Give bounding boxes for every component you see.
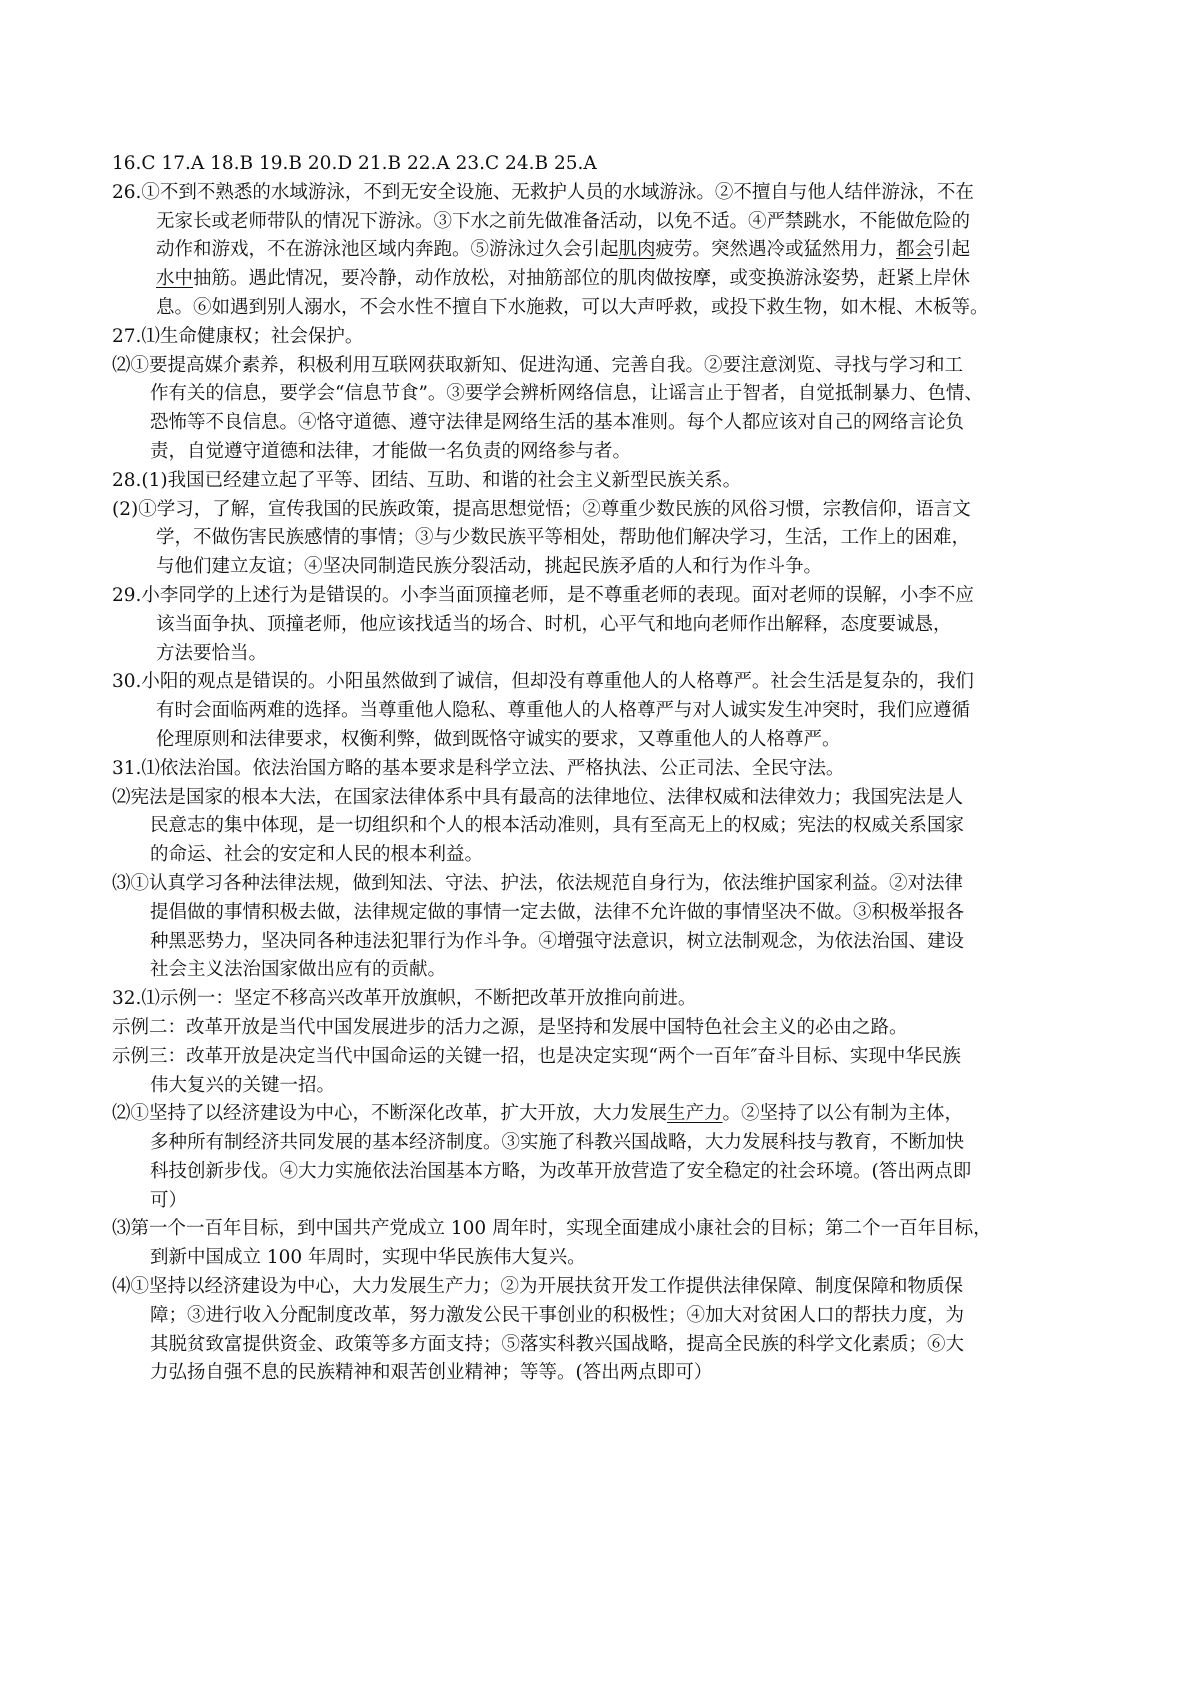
answer-line — [112, 236, 1102, 265]
answer-line: 民意志的集中体现，是一切组织和个人的根本活动准则，具有至高无上的权威；宪法的权威关系国家 — [150, 815, 965, 837]
answer-line: 科技创新步伐。④大力实施依法治国基本方略，为改革开放营造了安全稳定的社会环境。(答出两点即 — [150, 1160, 972, 1182]
answer-line: 有时会面临两难的选择。当尊重他人隐私、尊重他人的人格尊严与对人诚实发生冲突时，我们应遵循 — [156, 700, 971, 722]
answer-line: 其脱贫致富提供资金、政策等多方面支持；⑤落实科教兴国战略，提高全民族的科学文化素质；⑥大 — [150, 1333, 965, 1355]
underlined-text: 生产力 — [667, 1103, 723, 1125]
answer-line: 恐怖等不良信息。④恪守道德、遵守法律是网络生活的基本准则。每个人都应该对自己的网络言论负 — [150, 412, 965, 434]
answer-line: 种黑恶势力，坚决同各种违法犯罪行为作斗争。④增强守法意识，树立法制观念，为依法治国、建设 — [150, 930, 965, 952]
answer-line: 可） — [150, 1189, 188, 1211]
answer-line: (2)①学习，了解，宣传我国的民族政策，提高思想觉悟；②尊重少数民族的风俗习惯，宗教信仰，语言文 — [112, 498, 971, 520]
answer-line: 16.C 17.A 18.B 19.B 20.D 21.B 22.A 23.C 24.B 25.A — [112, 153, 597, 174]
text-run: 引起 — [933, 239, 971, 261]
text-run: 动作和游戏，不在游泳池区域内奔跑。⑤游泳过久会引起 — [156, 239, 619, 261]
answer-key — [112, 150, 1102, 1388]
answer-line: 学，不做伤害民族感情的事情；③与少数民族平等相处，帮助他们解决学习，生活，工作上的困难， — [156, 527, 971, 549]
underlined-text: 肌肉 — [618, 239, 656, 261]
answer-line: 责，自觉遵守道德和法律，才能做一名负责的网络参与者。 — [150, 440, 632, 462]
answer-line — [112, 1100, 1102, 1129]
answer-line: 该当面争执、顶撞老师，他应该找适当的场合、时机，心平气和地向老师作出解释，态度要诚恳， — [156, 613, 952, 635]
answer-line: 28.(1)我国已经建立起了平等、团结、互助、和谐的社会主义新型民族关系。 — [112, 469, 742, 491]
text-run: ⑵①坚持了以经济建设为中心，不断深化改革，扩大开放，大力发展 — [112, 1103, 668, 1125]
answer-line: 无家长或老师带队的情况下游泳。③下水之前先做准备活动，以免不适。④严禁跳水，不能做危险的 — [156, 210, 971, 232]
text-run: 抽筋。遇此情况，要冷静，动作放松，对抽筋部位的肌肉做按摩，或变换游泳姿势，赶紧上岸休 — [193, 268, 971, 290]
answer-line: 作有关的信息，要学会“信息节食”。③要学会辨析网络信息，让谣言止于智者，自觉抵制暴力、色情、 — [150, 383, 983, 405]
answer-line: 提倡做的事情积极去做，法律规定做的事情一定去做，法律不允许做的事情坚决不做。③积极举报各 — [150, 901, 965, 923]
answer-line: ⑵①要提高媒介素养，积极利用互联网获取新知、促进沟通、完善自我。②要注意浏览、寻找与学习和工 — [112, 354, 964, 376]
text-run: 疲劳。突然遇冷或猛然用力， — [655, 239, 897, 261]
answer-line: 与他们建立友谊；④坚决同制造民族分裂活动，挑起民族矛盾的人和行为作斗争。 — [156, 556, 823, 578]
answer-line: 27.⑴生命健康权；社会保护。 — [112, 325, 364, 347]
answer-line: 息。⑥如遇到别人溺水，不会水性不擅自下水施救，可以大声呼救，或投下救生物，如木棍、木板等。 — [156, 296, 989, 318]
answer-line: 26.①不到不熟悉的水域游泳，不到无安全设施、无救护人员的水域游泳。②不擅自与他人结伴游泳，不在 — [112, 181, 974, 203]
answer-line: 到新中国成立 100 年周时，实现中华民族伟大复兴。 — [150, 1247, 586, 1269]
answer-line: 伟大复兴的关键一招。 — [150, 1074, 336, 1096]
answer-line: ⑷①坚持以经济建设为中心，大力发展生产力；②为开展扶贫开发工作提供法律保障、制度保障和物质保 — [112, 1276, 964, 1298]
answer-line: 方法要恰当。 — [156, 642, 268, 664]
answer-line: 示例二：改革开放是当代中国发展进步的活力之源，是坚持和发展中国特色社会主义的必由之路。 — [112, 1016, 908, 1038]
answer-line: 31.⑴依法治国。依法治国方略的基本要求是科学立法、严格执法、公正司法、全民守法。 — [112, 757, 845, 779]
answer-line: 多种所有制经济共同发展的基本经济制度。③实施了科教兴国战略，大力发展科技与教育，不断加快 — [150, 1132, 965, 1154]
answer-line: ⑶第一个一百年目标，到中国共产党成立 100 周年时，实现全面建成小康社会的目标；第二个一百年目标， — [112, 1218, 992, 1240]
answer-line — [112, 265, 1102, 294]
underlined-text: 水中 — [156, 268, 194, 290]
text-run: 。②坚持了以公有制为主体， — [722, 1103, 964, 1125]
answer-line: 32.⑴示例一：坚定不移高兴改革开放旗帜，不断把改革开放推向前进。 — [112, 988, 697, 1010]
answer-line: ⑵宪法是国家的根本大法，在国家法律体系中具有最高的法律地位、法律权威和法律效力；我国宪法是人 — [112, 786, 964, 808]
answer-line: ⑶①认真学习各种法律法规，做到知法、守法、护法，依法规范自身行为，依法维护国家利益。②对法律 — [112, 872, 964, 894]
underlined-text: 都会 — [896, 239, 934, 261]
answer-line: 的命运、社会的安定和人民的根本利益。 — [150, 844, 484, 866]
answer-line: 30.小阳的观点是错误的。小阳虽然做到了诚信，但却没有尊重他人的人格尊严。社会生活是复杂的，我们 — [112, 671, 974, 693]
answer-line: 力弘扬自强不息的民族精神和艰苦创业精神；等等。(答出两点即可） — [150, 1362, 713, 1384]
answer-line: 伦理原则和法律要求，权衡利弊，做到既恪守诚实的要求，又尊重他人的人格尊严。 — [156, 728, 841, 750]
answer-line: 29.小李同学的上述行为是错误的。小李当面顶撞老师，是不尊重老师的表现。面对老师的误解，小李不应 — [112, 584, 974, 606]
answer-line: 社会主义法治国家做出应有的贡献。 — [150, 959, 447, 981]
answer-line: 障；③进行收入分配制度改革，努力激发公民干事创业的积极性；④加大对贫困人口的帮扶力度，为 — [150, 1304, 965, 1326]
answer-line: 示例三：改革开放是决定当代中国命运的关键一招，也是决定实现“两个一百年″奋斗目标、实现中华民族 — [112, 1045, 961, 1067]
